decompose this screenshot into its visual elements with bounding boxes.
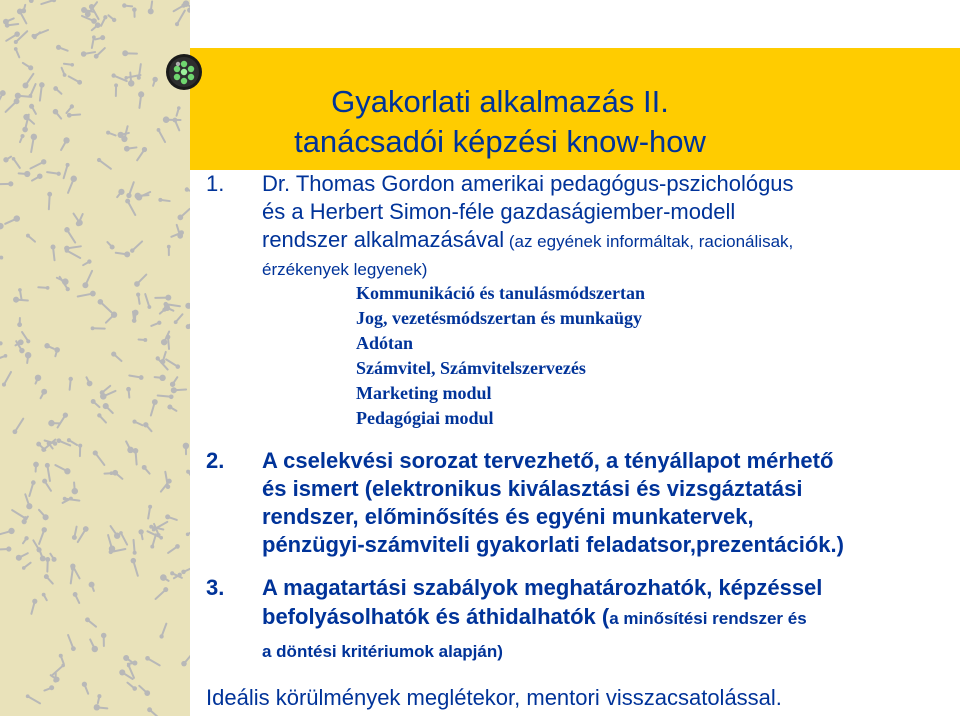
item3-line-2-note: a minősítési rendszer és xyxy=(609,609,807,628)
item3-line-3: a döntési kritériumok alapján) xyxy=(262,642,503,661)
item2-line-3: rendszer, előminősítés és egyéni munkatervek, xyxy=(262,504,754,529)
item1-line-4: érzékenyek legyenek) xyxy=(262,260,428,279)
module-item: Adótan xyxy=(356,333,414,353)
item2-line-2: és ismert (elektronikus kiválasztási és vizsgáztatási xyxy=(262,476,803,501)
module-item: Pedagógiai modul xyxy=(356,408,494,428)
item1-line-1: Dr. Thomas Gordon amerikai pedagógus-pszichológus xyxy=(262,171,794,196)
item2-line-4: pénzügyi-számviteli gyakorlati feladatsor,prezentációk.) xyxy=(262,532,844,557)
item1-line-3 xyxy=(262,226,793,256)
item3-number: 3. xyxy=(206,575,225,600)
module-item: Számvitel, Számvitelszervezés xyxy=(356,358,586,378)
title-line-1: Gyakorlati alkalmazás II. xyxy=(331,84,669,119)
item1-number: 1. xyxy=(206,171,225,196)
item3-line-2-main: befolyásolhatók és áthidalhatók ( xyxy=(262,604,610,629)
module-item: Marketing modul xyxy=(356,383,492,403)
item2-number: 2. xyxy=(206,448,225,473)
footer-text: Ideális körülmények meglétekor, mentori visszacsatolással. xyxy=(206,685,782,710)
item1-line-2: és a Herbert Simon-féle gazdaságiember-modell xyxy=(262,199,736,224)
item1-line-3-note: (az egyének informáltak, racionálisak, xyxy=(504,232,794,251)
item2-line-1: A cselekvési sorozat tervezhető, a tényállapot mérhető xyxy=(262,448,834,473)
module-item: Jog, vezetésmódszertan és munkaügy xyxy=(356,308,642,328)
item1-line-3-main: rendszer alkalmazásával xyxy=(262,227,505,252)
title-line-2: tanácsadói képzési know-how xyxy=(294,124,706,159)
item3-line-2 xyxy=(262,603,807,633)
module-item: Kommunikáció és tanulásmódszertan xyxy=(356,283,646,303)
item3-line-1: A magatartási szabályok meghatározhatók, képzéssel xyxy=(262,575,823,600)
